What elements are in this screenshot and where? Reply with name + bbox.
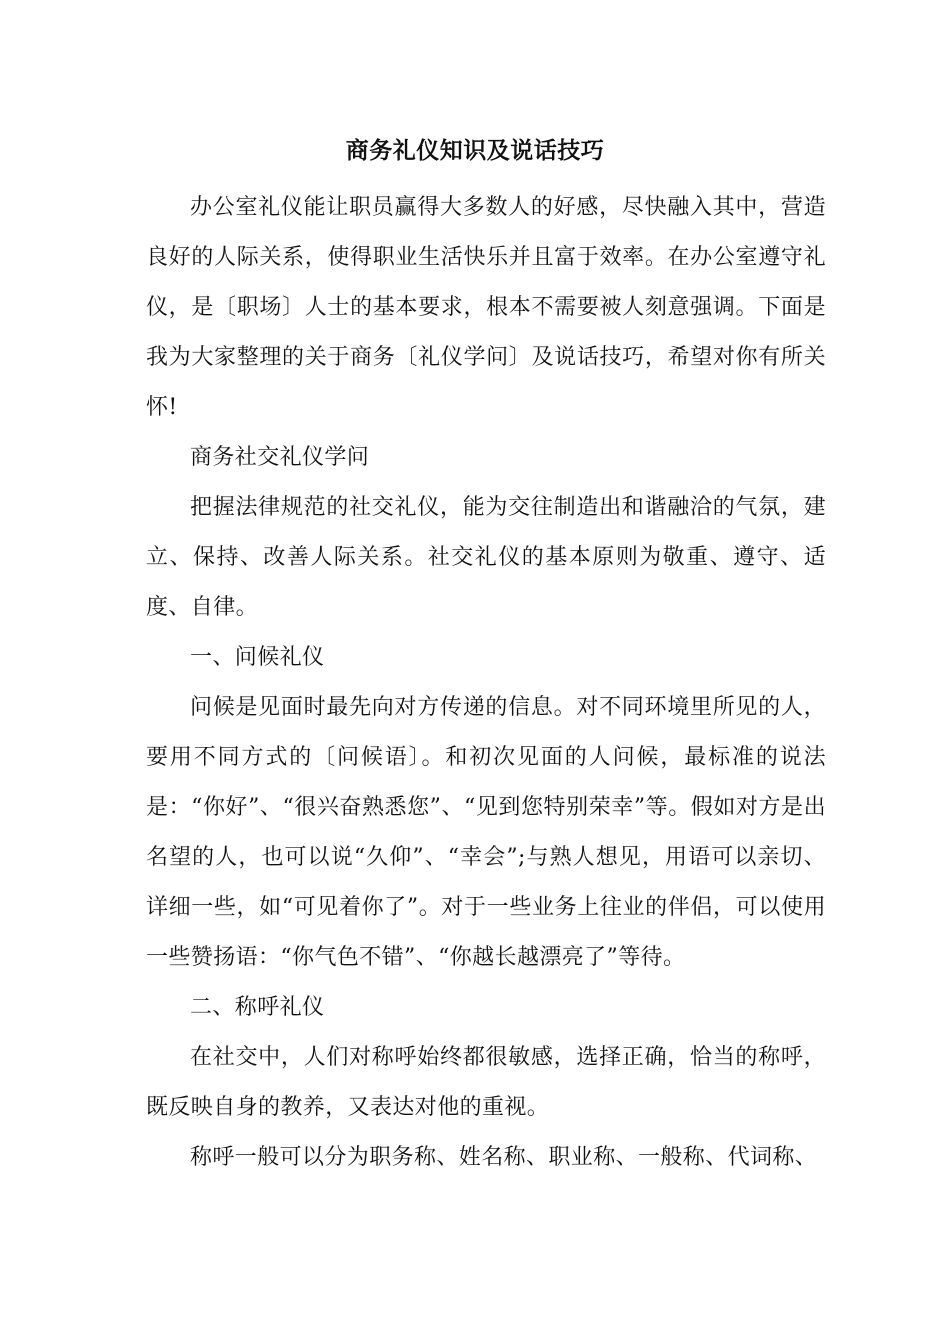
intro-paragraph: 办公室礼仪能让职员赢得大多数人的好感，尽快融入其中，营造良好的人际关系，使得职业生活快乐并且富于效率。在办公室遵守礼仪，是〔职场〕人士的基本要求，根本不需要被人刻意强调。下面是我为大家整理的关于商务〔礼仪学问〕及说话技巧，希望对你有所关怀! [146, 195, 826, 420]
document-body [146, 183, 826, 1183]
social-etiquette-paragraph: 把握法律规范的社交礼仪，能为交往制造出和谐融洽的气氛，建立、保持、改善人际关系。社交礼仪的基本原则为敬重、遵守、适度、自律。 [146, 495, 826, 620]
section-heading-social-etiquette: 商务社交礼仪学问 [190, 445, 370, 470]
address-paragraph: 在社交中，人们对称呼始终都很敏感，选择正确，恰当的称呼，既反映自身的教养，又表达对他的重视。 [146, 1045, 826, 1120]
greeting-paragraph: 问候是见面时最先向对方传递的信息。对不同环境里所见的人，要用不同方式的〔问候语〕。和初次见面的人问候，最标准的说法是：“你好”、“很兴奋熟悉您”、“见到您特别荣幸”等。假如对方是出名望的人，也可以说“久仰”、“幸会”;与熟人想见，用语可以亲切、详细一些，如“可见着你了”。对于一些业务上往业的伴侣，可以使用一些赞扬语：“你气色不错”、“你越长越漂亮了”等待。 [146, 695, 826, 970]
address-types-paragraph: 称呼一般可以分为职务称、姓名称、职业称、一般称、代词称、 [190, 1145, 818, 1170]
section-heading-greeting: 一、问候礼仪 [190, 645, 325, 670]
document-title: 商务礼仪知识及说话技巧 [345, 137, 605, 164]
section-heading-address: 二、称呼礼仪 [190, 995, 325, 1020]
